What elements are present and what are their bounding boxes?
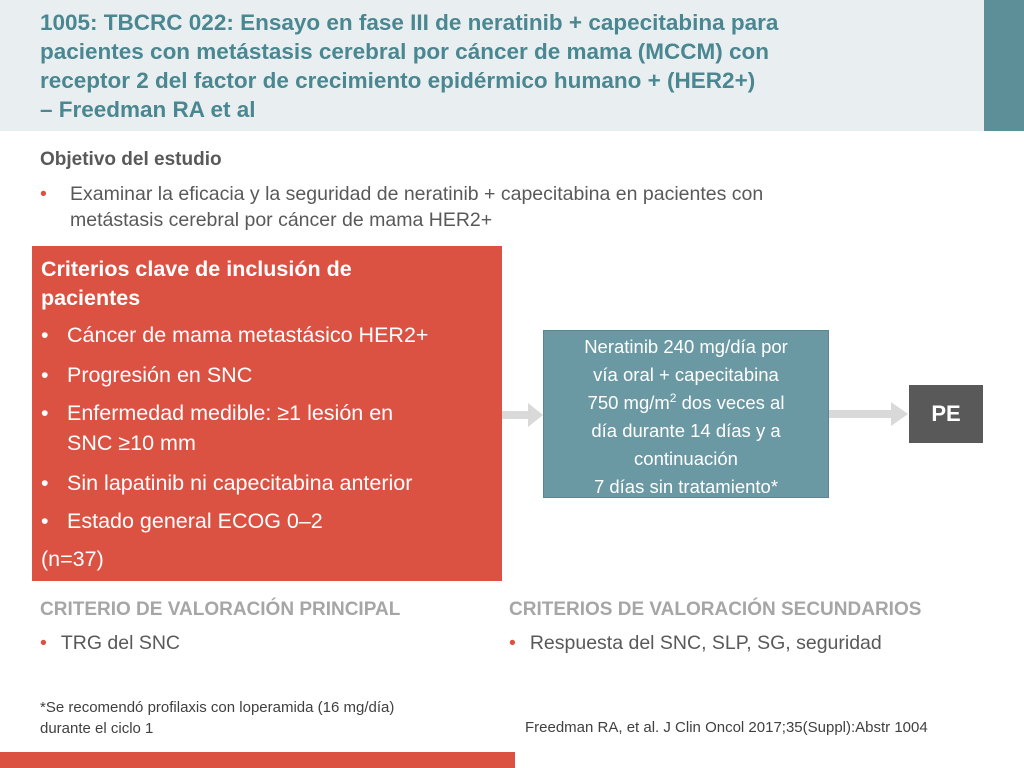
title-accent-bar bbox=[984, 0, 1024, 131]
title-line: – Freedman RA et al bbox=[40, 97, 256, 122]
treatment-box bbox=[543, 330, 829, 498]
treatment-line bbox=[544, 389, 828, 417]
title-line: receptor 2 del factor de crecimiento epidérmico humano + (HER2+) bbox=[40, 68, 756, 93]
bullet-dot: • bbox=[41, 323, 49, 347]
treatment-line: continuación bbox=[634, 448, 738, 469]
treatment-line: 7 días sin tratamiento* bbox=[593, 476, 779, 497]
footnote bbox=[40, 697, 394, 739]
title-line: 1005: TBCRC 022: Ensayo en fase III de neratinib + capecitabina para bbox=[40, 10, 779, 35]
pe-box: PE bbox=[909, 385, 983, 443]
secondary-endpoint-text: Respuesta del SNC, SLP, SG, seguridad bbox=[529, 632, 882, 654]
primary-endpoint-item bbox=[40, 632, 180, 655]
inclusion-item-text: SNC ≥10 mm bbox=[67, 431, 196, 455]
footnote-line: durante el ciclo 1 bbox=[40, 720, 154, 737]
slide-title bbox=[40, 8, 960, 124]
inclusion-criteria-box bbox=[32, 246, 502, 581]
inclusion-item-text: Progresión en SNC bbox=[67, 363, 253, 387]
secondary-endpoint-heading: CRITERIOS DE VALORACIÓN SECUNDARIOS bbox=[509, 599, 922, 620]
bullet-dot: • bbox=[40, 183, 47, 205]
bullet-dot: • bbox=[41, 363, 49, 387]
treatment-dose: 750 mg/m bbox=[587, 392, 670, 413]
inclusion-heading bbox=[41, 255, 352, 313]
inclusion-item-text: Sin lapatinib ni capecitabina anterior bbox=[67, 471, 413, 495]
inclusion-item bbox=[41, 398, 393, 458]
arrow-to-treatment-icon bbox=[502, 403, 544, 427]
primary-endpoint-text: TRG del SNC bbox=[60, 632, 181, 654]
inclusion-item-text: Cáncer de mama metastásico HER2+ bbox=[67, 323, 429, 347]
inclusion-item bbox=[41, 468, 412, 498]
objective-heading: Objetivo del estudio bbox=[40, 149, 222, 170]
objective-text-line: Examinar la eficacia y la seguridad de neratinib + capecitabina en pacientes con bbox=[70, 183, 764, 205]
inclusion-item-text: Enfermedad medible: ≥1 lesión en bbox=[67, 401, 394, 425]
treatment-line: vía oral + capecitabina bbox=[593, 364, 779, 385]
treatment-dose-exponent: 2 bbox=[669, 390, 677, 405]
bottom-accent-bar bbox=[0, 752, 515, 768]
inclusion-heading-line: pacientes bbox=[41, 286, 141, 310]
sample-size: (n=37) bbox=[41, 547, 104, 571]
inclusion-item bbox=[41, 320, 428, 350]
arrow-to-pe-icon bbox=[829, 402, 909, 426]
inclusion-item bbox=[41, 360, 252, 390]
objective-text-line: metástasis cerebral por cáncer de mama HER2+ bbox=[70, 209, 493, 231]
inclusion-heading-line: Criterios clave de inclusión de bbox=[41, 257, 352, 281]
inclusion-item-text: Estado general ECOG 0–2 bbox=[67, 509, 323, 533]
bullet-dot: • bbox=[41, 509, 49, 533]
objective-bullet bbox=[40, 181, 900, 233]
reference-citation: Freedman RA, et al. J Clin Oncol 2017;35(Suppl):Abstr 1004 bbox=[525, 719, 928, 736]
inclusion-item bbox=[41, 506, 323, 536]
footnote-line: *Se recomendó profilaxis con loperamida (16 mg/día) bbox=[40, 699, 395, 716]
primary-endpoint-heading: CRITERIO DE VALORACIÓN PRINCIPAL bbox=[40, 599, 401, 620]
treatment-line: día durante 14 días y a bbox=[591, 420, 781, 441]
treatment-line: Neratinib 240 mg/día por bbox=[584, 336, 788, 357]
bullet-dot: • bbox=[40, 632, 47, 654]
bullet-dot: • bbox=[41, 471, 49, 495]
secondary-endpoint-item bbox=[509, 632, 882, 655]
bullet-dot: • bbox=[509, 632, 516, 654]
title-line: pacientes con metástasis cerebral por cáncer de mama (MCCM) con bbox=[40, 39, 770, 64]
bullet-dot: • bbox=[41, 401, 49, 425]
treatment-dose-frequency: dos veces al bbox=[676, 392, 785, 413]
